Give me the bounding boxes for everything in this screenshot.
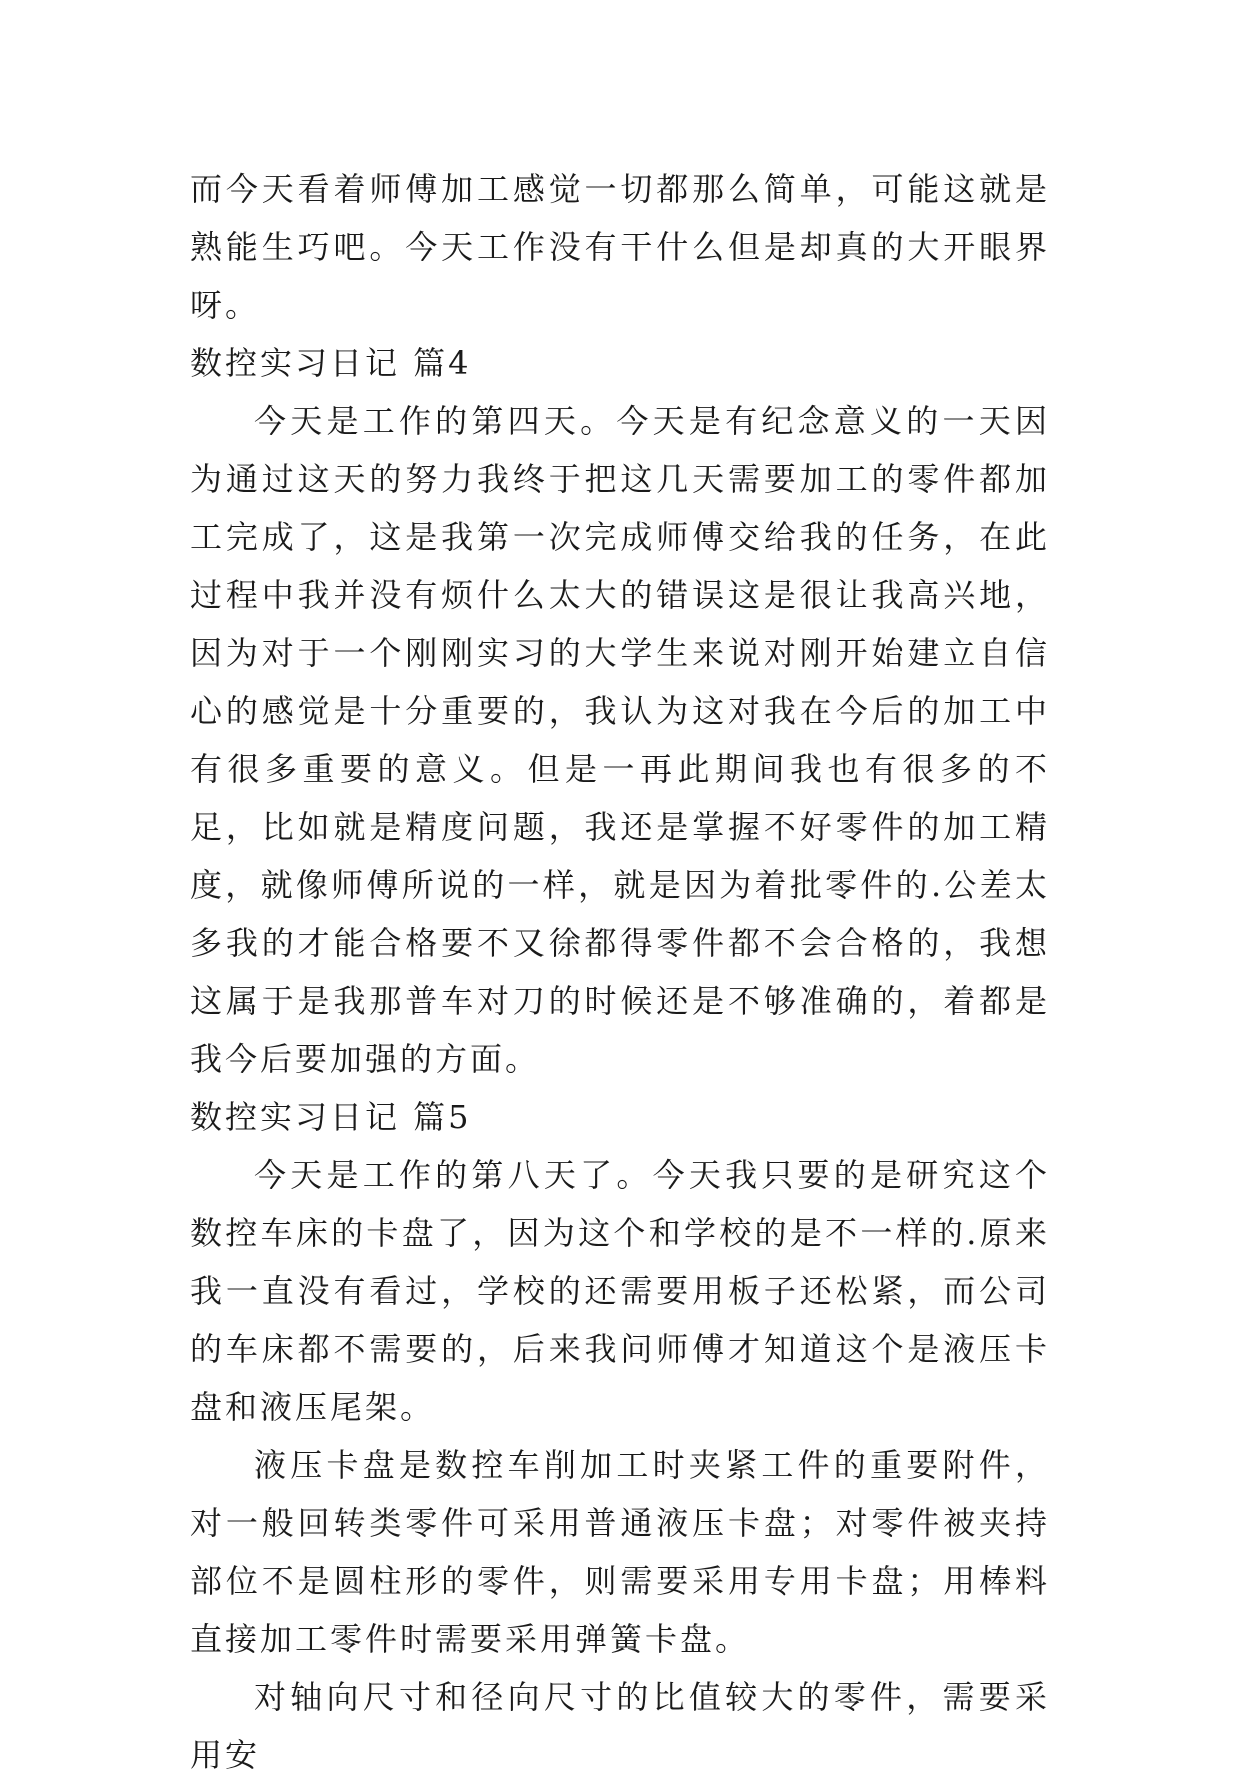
section-heading-5: 数控实习日记 篇5 xyxy=(190,1098,472,1136)
paragraph-day-eight: 今天是工作的第八天了。今天我只要的是研究这个数控车床的卡盘了，因为这个和学校的是不一样的.原来我一直没有看过，学校的还需要用板子还松紧，而公司的车床都不需要的，后来我问师傅才知道这个是液压卡盘和液压尾架。 xyxy=(190,1156,1050,1426)
paragraph-continued: 而今天看着师傅加工感觉一切都那么简单，可能这就是熟能生巧吧。今天工作没有干什么但是却真的大开眼界呀。 xyxy=(190,170,1050,324)
document-body xyxy=(190,160,1050,1784)
paragraph-hydraulic-chuck: 液压卡盘是数控车削加工时夹紧工件的重要附件，对一般回转类零件可采用普通液压卡盘；对零件被夹持部位不是圆柱形的零件，则需要采用专用卡盘；用棒料直接加工零件时需要采用弹簧卡盘。 xyxy=(190,1446,1050,1658)
paragraph-day-four: 今天是工作的第四天。今天是有纪念意义的一天因为通过这天的努力我终于把这几天需要加工的零件都加工完成了，这是我第一次完成师傅交给我的任务，在此过程中我并没有烦什么太大的错误这是很让我高兴地，因为对于一个刚刚实习的大学生来说对刚开始建立自信心的感觉是十分重要的，我认为这对我在今后的加工中有很多重要的意义。但是一再此期间我也有很多的不足，比如就是精度问题，我还是掌握不好零件的加工精度，就像师傅所说的一样，就是因为着批零件的.公差太多我的才能合格要不又徐都得零件都不会合格的，我想这属于是我那普车对刀的时候还是不够准确的，着都是我今后要加强的方面。 xyxy=(190,402,1050,1078)
paragraph-axial-ratio: 对轴向尺寸和径向尺寸的比值较大的零件，需要采用安 xyxy=(190,1678,1050,1774)
section-heading-4: 数控实习日记 篇4 xyxy=(190,344,472,382)
